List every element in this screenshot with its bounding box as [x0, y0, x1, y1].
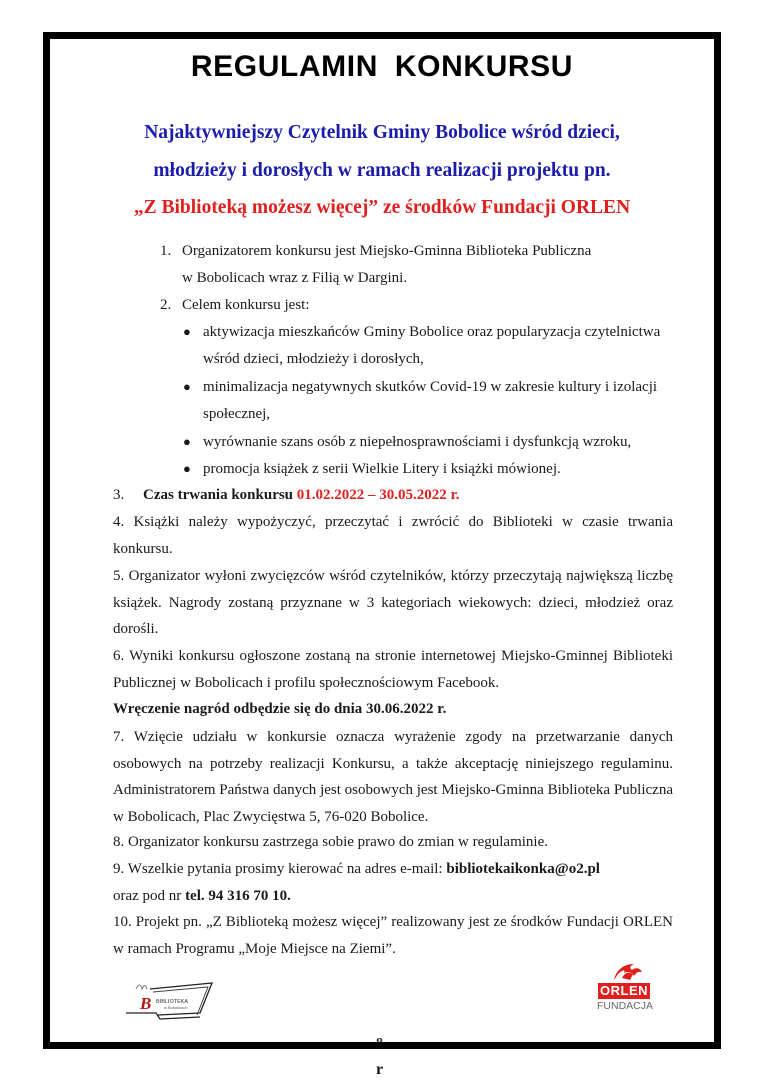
frame-bottom-edge [43, 1042, 721, 1049]
rule-item-1 [160, 238, 680, 291]
rule-item-4: 4. Książki należy wypożyczyć, przeczytać i zwrócić do Biblioteki w czasie trwania konkursu. [113, 514, 673, 557]
award-date-text: Wręczenie nagród odbędzie się do dnia 30.06.2022 r. [113, 701, 447, 717]
subtitle-line-1: Najaktywniejszy Czytelnik Gminy Bobolice wśród dzieci, [144, 122, 620, 143]
open-book-icon [122, 975, 222, 1020]
bullet-icon: ● [183, 324, 191, 339]
rule-item-3 [113, 482, 673, 509]
orlen-foundation-logo [596, 958, 656, 1018]
eagle-icon [596, 958, 656, 984]
bullet-text: promocja książek z serii Wielkie Litery i książki mówionej. [203, 461, 561, 477]
goal-bullet-3 [183, 429, 675, 456]
duration-dates: 01.02.2022 – 30.05.2022 r. [296, 487, 460, 503]
duration-label: Czas trwania konkursu [143, 487, 294, 503]
document-title: REGULAMIN KONKURSU [190, 50, 574, 83]
results-text: 6. Wyniki konkursu ogłoszone zostaną na stronie internetowej Miejsko-Gminnej Biblioteki Publicznej w Bobolicach i profilu społecznościowym Facebook. [113, 648, 673, 691]
goal-bullet-1 [183, 319, 675, 372]
rule-item-10: 10. Projekt pn. „Z Biblioteką możesz więcej” realizowany jest ze środków Fundacji ORLEN w ramach Programu „Moje Miejsce na Ziemi”. [113, 914, 673, 957]
contact-text: 9. Wszelkie pytania prosimy kierować na adres e-mail: [113, 861, 447, 877]
bullet-text-line-2: społecznej, [203, 405, 271, 422]
item-text-line-1: Organizatorem konkursu jest Miejsko-Gminna Biblioteka Publiczna [182, 243, 592, 259]
rule-item-5: 5. Organizator wyłoni zwycięzców wśród czytelników, którzy przeczytają największą liczbę książek. Nagrody zostaną przyznane w 3 kategoriach wiekowych: dzieci, młodzież oraz dorośli. [113, 568, 673, 637]
orlen-wordmark: ORLEN [600, 983, 648, 998]
subtitle-line-3: „Z Biblioteką możesz więcej” ze środków Fundacji ORLEN [133, 197, 631, 218]
rule-item-7: 7. Wzięcie udziału w konkursie oznacza wyrażenie zgody na przetwarzanie danych osobowych na potrzeby realizacji Konkursu, a także akceptację niniejszego regulaminu. Administratorem Państwa danych jest osobowych jest Miejsko-Gminna Biblioteka Publiczna w Bobolicach, Plac Zwycięstwa 5, 76-020 Bobolice. [113, 729, 673, 825]
subtitle-line-2: młodzieży i dorosłych w ramach realizacji projektu pn. [153, 160, 611, 181]
bullet-icon: ● [183, 379, 191, 394]
stray-character: r [376, 1061, 384, 1078]
svg-text:BIBLIOTEKA: BIBLIOTEKA [156, 999, 189, 1005]
item-number: 1. [160, 243, 172, 259]
item-number: 3. [113, 487, 125, 503]
item-text-line-2: w Bobolicach wraz z Filią w Dargini. [182, 269, 408, 286]
rule-item-2 [160, 292, 680, 319]
rule-item-8: 8. Organizator konkursu zastrzega sobie prawo do zmian w regulaminie. [113, 834, 548, 850]
svg-text:B: B [140, 994, 152, 1013]
rule-item-6 [113, 643, 673, 723]
bullet-text: wyrównanie szans osób z niepełnosprawnościami i dysfunkcją wzroku, [203, 434, 632, 450]
rule-item-9 [113, 856, 673, 909]
library-logo [122, 975, 222, 1020]
phone-prefix: oraz pod nr [113, 887, 186, 904]
bullet-text-line-2: wśród dzieci, młodzieży i dorosłych, [203, 350, 424, 367]
goal-bullet-2 [183, 374, 675, 427]
item-number: 2. [160, 297, 172, 313]
contact-phone: tel. 94 316 70 10. [185, 887, 291, 904]
item-text: Celem konkursu jest: [182, 297, 310, 313]
fundacja-label: FUNDACJA [596, 1000, 653, 1012]
bullet-icon: ● [183, 434, 191, 449]
contact-email-link[interactable]: bibliotekaikonka@o2.pl [446, 861, 600, 877]
svg-text:w Bobolicach: w Bobolicach [164, 1005, 188, 1010]
goal-bullet-4 [183, 456, 675, 483]
bullet-text-line-1: minimalizacja negatywnych skutków Covid-19 w zakresie kultury i izolacji [203, 379, 658, 395]
bullet-icon: ● [183, 461, 191, 476]
bullet-text-line-1: aktywizacja mieszkańców Gminy Bobolice oraz popularyzacja czytelnictwa [203, 324, 661, 340]
